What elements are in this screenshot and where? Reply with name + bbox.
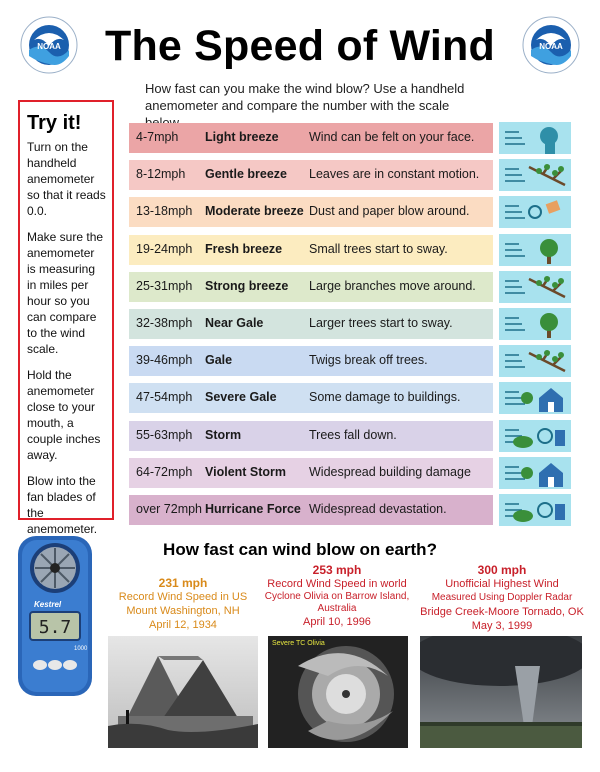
wind-speed-range: 13-18mph — [136, 204, 193, 219]
record-line: April 10, 1996 — [303, 616, 371, 628]
wind-speed-range: 8-12mph — [136, 167, 186, 182]
try-it-step: Turn on the handheld anemometer so that it reads 0.0. — [27, 140, 106, 218]
wind-speed-range: 19-24mph — [136, 241, 193, 256]
wind-speed-range: 64-72mph — [136, 464, 193, 479]
wind-effect-description: Leaves are in constant motion. — [309, 167, 480, 182]
cyclone-olivia-photo — [268, 636, 408, 748]
wind-speed-range: 4-7mph — [136, 130, 179, 144]
record-unofficial — [418, 563, 586, 633]
wind-effect-description: Small trees start to sway. — [309, 241, 448, 256]
wind-effect-description: Widespread building damage — [309, 464, 471, 479]
tree-fall-icon — [499, 420, 571, 452]
wind-speed-range: 55-63mph — [136, 427, 193, 442]
record-speed: 300 mph — [477, 563, 527, 577]
wind-effect-description: Dust and paper blow around. — [309, 204, 470, 219]
wind-effect-description: Larger trees start to sway. — [309, 316, 453, 330]
record-line: Unofficial Highest Wind — [445, 578, 559, 590]
wind-scale-row — [129, 235, 493, 265]
wind-effect-description: Widespread devastation. — [309, 502, 447, 516]
wind-scale-row — [129, 346, 493, 376]
wind-scale-row — [129, 383, 493, 413]
branch-icon — [499, 271, 571, 303]
wind-scale-name: Storm — [205, 427, 242, 442]
wind-scale-name: Fresh breeze — [205, 241, 283, 256]
face-wind-icon — [499, 122, 571, 154]
record-line: Cyclone Olivia on Barrow Island, Australia — [264, 591, 410, 614]
twigs-break-icon — [499, 345, 571, 377]
wind-scale-name: Moderate breeze — [205, 204, 304, 219]
page-title: The Speed of Wind — [104, 22, 495, 70]
record-speed: 253 mph — [312, 563, 362, 577]
mount-washington-photo — [108, 636, 258, 748]
wind-scale-name: Severe Gale — [205, 390, 277, 405]
wind-scale-row — [129, 197, 493, 227]
wind-effect-description: Large branches move around. — [309, 278, 476, 293]
try-it-step: Make sure the anemometer is measuring in miles per hour so you can compare to the wind scale. — [27, 230, 104, 356]
tornado-photo — [420, 636, 582, 748]
noaa-logo-text: NOAA — [37, 42, 61, 51]
anemometer-reading: 5.7 — [38, 617, 72, 638]
wind-scale-name: Strong breeze — [205, 278, 289, 293]
record-line: May 3, 1999 — [471, 620, 533, 632]
wind-scale-name: Gale — [205, 353, 233, 368]
try-it-heading: Try it! — [27, 112, 82, 134]
wind-speed-range: 25-31mph — [136, 278, 193, 293]
record-world — [262, 563, 412, 629]
wind-scale-row — [129, 495, 493, 525]
record-line: Measured Using Doppler Radar — [431, 592, 573, 603]
wind-scale-name: Gentle breeze — [205, 167, 287, 182]
small-tree-icon — [499, 234, 571, 266]
anemometer-brand: Kestrel — [34, 600, 62, 609]
wind-scale-name: Light breeze — [205, 130, 279, 144]
anemometer-model: 1000 — [74, 646, 88, 652]
wind-speed-range: 32-38mph — [136, 316, 193, 330]
wind-scale-row — [129, 272, 493, 302]
wind-scale-row — [129, 309, 493, 339]
record-speed: 231 mph — [158, 576, 208, 590]
wind-scale-row — [129, 421, 493, 451]
try-it-step: Blow into the fan blades of the anemometer. — [27, 474, 98, 536]
wind-scale-name: Near Gale — [205, 316, 264, 330]
intro-text: How fast can you make the wind blow? Use a handheld anemometer and compare the number with the scale — [145, 81, 465, 113]
wind-effect-description: Trees fall down. — [309, 427, 397, 442]
record-line: Record Wind Speed in world — [267, 578, 407, 590]
devastation-icon — [499, 494, 571, 526]
record-line: Record Wind Speed in US — [118, 591, 248, 603]
wind-effect-description: Twigs break off trees. — [309, 353, 428, 368]
large-tree-icon — [499, 308, 571, 340]
anemometer-image — [12, 532, 98, 700]
try-it-step: Hold the anemometer close to your mouth, a couple inches away. — [27, 368, 101, 462]
building-damage-wide-icon — [499, 457, 571, 489]
wind-speed-range: 47-54mph — [136, 390, 193, 405]
record-line: Bridge Creek-Moore Tornado, OK — [420, 606, 584, 618]
wind-effect-description: Wind can be felt on your face. — [309, 130, 475, 144]
wind-scale-row — [129, 458, 493, 488]
building-damage-icon — [499, 382, 571, 414]
wind-speed-range: 39-46mph — [136, 353, 193, 368]
noaa-logo-text: NOAA — [539, 42, 563, 51]
record-line: April 12, 1934 — [149, 619, 217, 631]
wind-scale-row — [129, 160, 493, 190]
records-heading: How fast can wind blow on earth? — [163, 540, 437, 559]
wind-speed-range: over 72mph — [136, 502, 203, 516]
wind-effect-description: Some damage to buildings. — [309, 390, 461, 405]
try-it-box — [18, 100, 114, 536]
record-us — [108, 576, 258, 632]
wind-scale-row — [129, 123, 493, 153]
wind-scale-name: Violent Storm — [205, 464, 287, 479]
record-line: Mount Washington, NH — [126, 605, 240, 617]
paper-blow-icon — [499, 196, 571, 228]
leaves-wind-icon — [499, 159, 571, 191]
cyclone-photo-label: Severe TC Olivia — [272, 640, 325, 647]
wind-scale-name: Hurricane Force — [205, 502, 301, 516]
